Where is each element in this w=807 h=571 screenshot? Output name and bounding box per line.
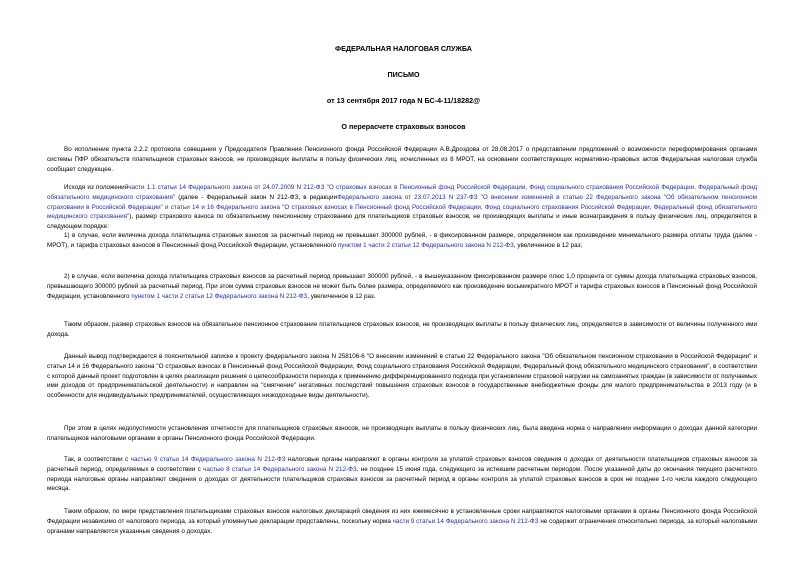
- link-part-1-1-art-14-212fz[interactable]: части 1.1 статьи 14 Федерального закона от 24.07.2009 N 212-ФЗ "О страховых взносах в Пенсионный фонд Российской Федерации, Фонд социального страхования Российской Федерации, Федеральный фонд обязательного медицинского страхования": [47, 184, 757, 201]
- paragraph-4-text-2: , увеличенное в 12 раз.: [307, 292, 376, 300]
- paragraph-1: Во исполнение пункта 2.2.2 протокола совещания у Председателя Правления Пенсионного фонда Российской Федерации А.В.Дроздова от 28.08.2017 о представлении предложений о возможности переформирования органами системы ПФР обязательств плательщиков страховых взносов, не производящих выплаты в пользу физических лиц, исчисленных из 8 МРОТ, на основании соответствующих нормативно-правовых актов Федеральная налоговая служба сообщает следующее.: [47, 146, 757, 173]
- paragraph-3: [47, 231, 757, 251]
- paragraph-9-text-1: Таким образом, по мере представления плательщиками страховых взносов налоговых деклараций сведения из них ежемесячно в установленные сроки направляются налоговыми органами в органы Пенсионного фонда Российской Федерации независимо от налогового периода, за который упомянутые декларации представлены, поскольку норма: [47, 508, 757, 525]
- paragraph-8-text-3: , не позднее 15 июня года, следующего за истекшим расчетным периодом. После указанной даты до окончания текущего расчетного периода налоговые органы направляют сведения о доходах от деятельности плательщиков страховых взносов за расчетный период в органы контроля за уплатой страховых взносов в срок не позднее 1-го числа каждого следующего месяца.: [47, 465, 757, 493]
- paragraph-2-text-3: ), размер страхового взноса по обязательному пенсионному страхованию для плательщиков страховых взносов, не производящих выплаты и иные вознаграждения в пользу физических лиц, определяется в следующем порядке:: [47, 213, 757, 231]
- link-item-1-part-2-art-12[interactable]: пунктом 1 части 2 статьи 12 Федерального закона N 212-ФЗ: [337, 241, 514, 249]
- link-federal-law-237fz[interactable]: Федерального закона от 23.07.2013 N 237-ФЗ "О внесении изменений в статью 22 Федерального закона "Об обязательном пенсионном страховании в Российской Федерации" и статьи 14 и 16 Федерального закона "О страховых взносах в Пенсионный фонд Российской Федерации, Фонд социального страхования Российской Федерации, Федеральный фонд обязательного медицинского страхования": [47, 193, 757, 221]
- document-type: ПИСЬМО: [387, 70, 420, 79]
- paragraph-3-text-1: 1) в случае, если величина дохода плательщика страховых взносов за расчетный период не превышает 300000 рублей, - в фиксированном размере, определяемом как произведение минимального размера оплаты труда (далее - МРОТ), и тарифа страховых взносов в Пенсионный фонд Российской Федерации, установленного: [47, 232, 757, 249]
- paragraph-4: [47, 272, 757, 301]
- link-part-9-art-14-second[interactable]: части 9 статьи 14 Федерального закона N 212-ФЗ: [392, 517, 539, 525]
- paragraph-4-text-1: 2) в случае, если величина дохода плательщика страховых взносов за расчетный период превышает 300000 рублей, - в вышеуказанном фиксированном размере плюс 1,0 процента от суммы дохода плательщика страховых взносов, превышающего 300000 рублей за расчетный период. При этом сумма страховых взносов не может быть более размера, определяемого как произведение восьмикратного МРОТ и тарифа страховых взносов в Пенсионный фонд Российской Федерации, установленного: [47, 273, 757, 300]
- document-subject: О перерасчете страховых взносов: [341, 122, 466, 131]
- agency-heading: ФЕДЕРАЛЬНАЯ НАЛОГОВАЯ СЛУЖБА: [335, 44, 472, 53]
- paragraph-9-text-2: не содержит ограничения относительно периода, за который налоговыми органами направляются указанные сведения о доходах.: [47, 517, 757, 535]
- link-item-1-part-2-art-12-second[interactable]: пунктом 1 части 2 статьи 12 Федерального закона N 212-ФЗ: [131, 292, 308, 300]
- link-part-8-art-14[interactable]: частью 8 статьи 14 Федерального закона N 212-ФЗ: [203, 465, 357, 473]
- paragraph-2: [47, 183, 757, 232]
- paragraph-8-text-2: налоговые органы направляют в органы контроля за уплатой страховых взносов сведения о доходах от деятельности плательщиков страховых взносов за расчетный период, определяемых в соответствии с: [47, 456, 757, 473]
- paragraph-5: Таким образом, размер страховых взносов на обязательное пенсионное страхование плательщиков страховых взносов, не производящих выплаты в пользу физических лиц, определяется в зависимости от величины полученного ими дохода.: [47, 321, 757, 338]
- paragraph-6: Данный вывод подтверждается в пояснительной записке к проекту федерального закона N 258106-6 "О внесении изменений в статью 22 Федерального закона "Об обязательном пенсионном страховании в Российской Федерации" и статьи 14 и 16 Федерального закона "О страховых взносах в Пенсионный фонд Российской Федерации, Фонд социального страхования Российской Федерации, Федеральный фонд обязательного медицинского страхования", в соответствии с которой данный проект подготовлен в целях реализации решения о целесообразности перехода к применению дифференцированного подхода при установлении страховой нагрузки на самозанятых граждан (в зависимости от получаемых ими доходов от предпринимательской деятельности) и направлен на "смягчение" негативных последствий повышения страховых взносов в государственные внебюджетные фонды для малого предпринимательства в 2013 году (и в особенности для индивидуальных предпринимателей, осуществляющих низкодоходные виды деятельности).: [47, 353, 757, 400]
- paragraph-8: [47, 455, 757, 494]
- paragraph-2-text-1: Исходя из положений: [64, 184, 129, 191]
- document-date-number: от 13 сентября 2017 года N БС-4-11/18282@: [326, 96, 481, 105]
- paragraph-2-text-2: (далее - Федеральный закон N 212-ФЗ, в редакции: [175, 193, 338, 201]
- paragraph-7: При этом в целях недопустимости установления отчетности для плательщиков страховых взносов, не производящих выплаты в пользу физических лиц, была введена норма о направлении информации о доходах данной категории плательщиков налоговыми органами в органы Пенсионного фонда Российской Федерации.: [47, 425, 757, 442]
- paragraph-9: [47, 507, 757, 536]
- paragraph-3-text-2: , увеличенное в 12 раз;: [513, 241, 583, 249]
- paragraph-8-text-1: Так, в соответствии с: [64, 456, 131, 463]
- link-part-9-art-14[interactable]: частью 9 статьи 14 Федерального закона N 212-ФЗ: [130, 456, 286, 463]
